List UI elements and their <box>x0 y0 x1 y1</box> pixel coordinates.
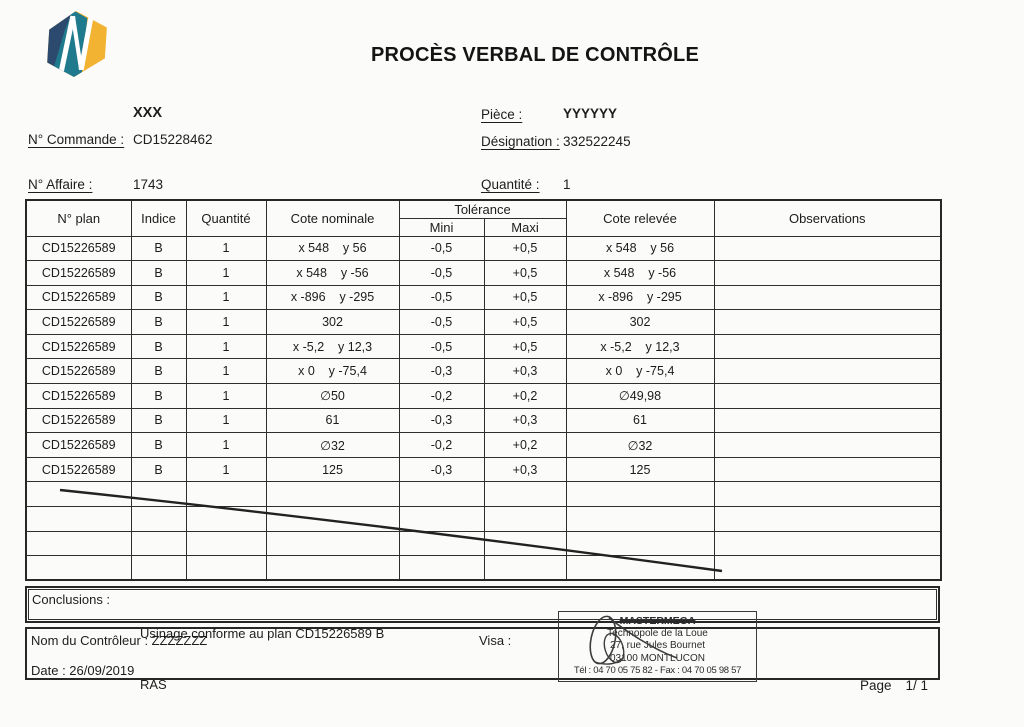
table-cell-indice: B <box>131 310 186 335</box>
table-cell-observations <box>714 507 941 532</box>
header-tolerance: Tolérance <box>399 200 566 218</box>
table-cell-n-plan: CD15226589 <box>26 433 131 458</box>
table-cell-indice: B <box>131 433 186 458</box>
table-row <box>26 433 941 458</box>
table-cell-observations <box>714 433 941 458</box>
header-mini: Mini <box>399 218 484 236</box>
table-cell-tolerance-mini: -0,5 <box>399 236 484 261</box>
table-cell-observations <box>714 531 941 556</box>
stamp-address-2: 27, rue Jules Bournet <box>609 640 706 651</box>
page-number-label: Page <box>860 678 892 693</box>
table-cell-quantite: 1 <box>186 261 266 286</box>
table-cell-cote-nominale: 61 <box>266 408 399 433</box>
table-cell-indice: B <box>131 334 186 359</box>
table-cell-observations <box>714 310 941 335</box>
stamp-address-3: 03100 MONTLUCON <box>609 652 706 664</box>
table-cell-indice: B <box>131 236 186 261</box>
table-row <box>26 359 941 384</box>
table-cell-n-plan: CD15226589 <box>26 384 131 409</box>
table-cell-n-plan: CD15226589 <box>26 261 131 286</box>
table-row <box>26 334 941 359</box>
table-cell-cote-relevee: ∅49,98 <box>566 384 714 409</box>
table-cell-n-plan: CD15226589 <box>26 334 131 359</box>
table-cell-tolerance-maxi <box>484 507 566 532</box>
table-cell-tolerance-maxi: +0,5 <box>484 285 566 310</box>
table-cell-tolerance-maxi: +0,5 <box>484 261 566 286</box>
table-cell-quantite <box>186 507 266 532</box>
header-quantite: Quantité <box>186 200 266 236</box>
designation-value: 332522245 <box>563 134 631 149</box>
table-cell-tolerance-mini: -0,3 <box>399 408 484 433</box>
table-cell-cote-nominale <box>266 482 399 507</box>
table-cell-quantite: 1 <box>186 334 266 359</box>
commande-value: CD15228462 <box>133 132 213 147</box>
table-cell-observations <box>714 408 941 433</box>
piece-value: YYYYYY <box>563 106 618 121</box>
header-cote-nominale: Cote nominale <box>266 200 399 236</box>
table-cell-cote-nominale <box>266 531 399 556</box>
table-cell-tolerance-mini: -0,3 <box>399 457 484 482</box>
designation-label: Désignation : <box>481 134 560 149</box>
table-cell-tolerance-maxi: +0,2 <box>484 384 566 409</box>
table-cell-tolerance-mini: -0,5 <box>399 285 484 310</box>
table-cell-tolerance-mini <box>399 531 484 556</box>
table-cell-quantite: 1 <box>186 408 266 433</box>
table-cell-observations <box>714 457 941 482</box>
table-cell-observations <box>714 261 941 286</box>
table-cell-indice: B <box>131 384 186 409</box>
table-cell-cote-nominale: ∅50 <box>266 384 399 409</box>
table-cell-cote-nominale: x -5,2 y 12,3 <box>266 334 399 359</box>
table-cell-tolerance-mini: -0,5 <box>399 310 484 335</box>
table-body <box>26 236 941 580</box>
company-logo <box>38 10 114 78</box>
table-row <box>26 310 941 335</box>
table-cell-n-plan: CD15226589 <box>26 359 131 384</box>
customer-name: XXX <box>133 105 163 121</box>
table-cell-indice <box>131 482 186 507</box>
table-cell-tolerance-maxi: +0,5 <box>484 236 566 261</box>
affaire-value: 1743 <box>133 177 164 192</box>
table-cell-tolerance-maxi: +0,5 <box>484 334 566 359</box>
table-cell-tolerance-maxi: +0,3 <box>484 359 566 384</box>
table-cell-indice <box>131 531 186 556</box>
table-cell-quantite: 1 <box>186 285 266 310</box>
table-cell-quantite: 1 <box>186 433 266 458</box>
table-cell-cote-relevee: 125 <box>566 457 714 482</box>
table-cell-cote-relevee: x 548 y 56 <box>566 236 714 261</box>
table-cell-cote-nominale <box>266 507 399 532</box>
table-cell-indice: B <box>131 359 186 384</box>
table-cell-n-plan <box>26 482 131 507</box>
table-cell-tolerance-mini <box>399 482 484 507</box>
table-cell-indice: B <box>131 261 186 286</box>
table-row <box>26 408 941 433</box>
table-row <box>26 384 941 409</box>
table-cell-cote-nominale: x -896 y -295 <box>266 285 399 310</box>
table-cell-observations <box>714 556 941 581</box>
quantite-label: Quantité : <box>481 177 540 192</box>
table-cell-observations <box>714 359 941 384</box>
table-cell-quantite: 1 <box>186 310 266 335</box>
table-cell-cote-nominale: x 0 y -75,4 <box>266 359 399 384</box>
table-cell-quantite <box>186 531 266 556</box>
table-cell-cote-relevee: ∅32 <box>566 433 714 458</box>
table-row <box>26 261 941 286</box>
table-cell-cote-nominale: ∅32 <box>266 433 399 458</box>
table-cell-cote-relevee: 302 <box>566 310 714 335</box>
table-cell-tolerance-mini: -0,2 <box>399 433 484 458</box>
table-row <box>26 507 941 532</box>
conclusions-line-1: Usinage conforme au plan CD15226589 B <box>140 626 385 641</box>
table-cell-quantite: 1 <box>186 457 266 482</box>
table-cell-cote-relevee: x -5,2 y 12,3 <box>566 334 714 359</box>
table-cell-tolerance-maxi: +0,2 <box>484 433 566 458</box>
table-cell-indice: B <box>131 408 186 433</box>
piece-label: Pièce : <box>481 107 523 122</box>
table-cell-observations <box>714 482 941 507</box>
table-cell-cote-relevee: 61 <box>566 408 714 433</box>
table-cell-indice: B <box>131 285 186 310</box>
header-cote-relevee: Cote relevée <box>566 200 714 236</box>
table-cell-tolerance-mini: -0,5 <box>399 334 484 359</box>
table-cell-tolerance-maxi: +0,3 <box>484 457 566 482</box>
company-stamp <box>558 611 757 682</box>
header-observations: Observations <box>714 200 941 236</box>
visa-label: Visa : <box>479 633 512 648</box>
table-cell-tolerance-maxi <box>484 531 566 556</box>
table-row <box>26 457 941 482</box>
table-cell-quantite <box>186 482 266 507</box>
table-cell-tolerance-mini: -0,2 <box>399 384 484 409</box>
table-cell-observations <box>714 285 941 310</box>
table-cell-cote-relevee: x 0 y -75,4 <box>566 359 714 384</box>
table-cell-indice: B <box>131 457 186 482</box>
table-cell-cote-relevee <box>566 482 714 507</box>
table-cell-observations <box>714 236 941 261</box>
table-cell-indice <box>131 507 186 532</box>
signoff-box <box>25 627 940 680</box>
table-cell-tolerance-maxi: +0,5 <box>484 310 566 335</box>
table-cell-cote-nominale: x 548 y 56 <box>266 236 399 261</box>
table-cell-cote-nominale <box>266 556 399 581</box>
page-number <box>860 678 942 693</box>
controleur-name: Nom du Contrôleur : ZZZZZZZ <box>31 633 208 648</box>
table-cell-observations <box>714 334 941 359</box>
table-cell-tolerance-mini <box>399 507 484 532</box>
table-cell-tolerance-maxi <box>484 482 566 507</box>
header-indice: Indice <box>131 200 186 236</box>
table-row <box>26 285 941 310</box>
table-cell-cote-relevee <box>566 507 714 532</box>
conclusions-line-2: RAS <box>140 677 167 692</box>
table-cell-cote-relevee <box>566 531 714 556</box>
table-cell-tolerance-mini <box>399 556 484 581</box>
header-maxi: Maxi <box>484 218 566 236</box>
table-cell-n-plan: CD15226589 <box>26 310 131 335</box>
conclusions-label: Conclusions : <box>32 592 111 607</box>
table-cell-quantite: 1 <box>186 359 266 384</box>
table-cell-observations <box>714 384 941 409</box>
table-cell-cote-relevee <box>566 556 714 581</box>
table-row <box>26 236 941 261</box>
table-cell-cote-relevee: x -896 y -295 <box>566 285 714 310</box>
stamp-telephone: Tél : 04 70 05 75 82 - Fax : 04 70 05 98 57 <box>573 665 742 676</box>
table-row <box>26 531 941 556</box>
table-header <box>26 200 941 236</box>
page-title: PROCÈS VERBAL DE CONTRÔLE <box>371 44 699 66</box>
control-table <box>25 199 942 581</box>
table-cell-tolerance-mini: -0,3 <box>399 359 484 384</box>
table-cell-n-plan: CD15226589 <box>26 236 131 261</box>
table-cell-cote-nominale: x 548 y -56 <box>266 261 399 286</box>
table-cell-cote-nominale: 302 <box>266 310 399 335</box>
page-number-value: 1/ 1 <box>905 678 929 693</box>
stamp-company-name: MASTERMEGA <box>619 615 696 627</box>
table-cell-indice <box>131 556 186 581</box>
table-cell-n-plan: CD15226589 <box>26 408 131 433</box>
header-n-plan: N° plan <box>26 200 131 236</box>
table-cell-quantite <box>186 556 266 581</box>
table-cell-n-plan: CD15226589 <box>26 285 131 310</box>
affaire-label: N° Affaire : <box>28 177 93 192</box>
table-cell-quantite: 1 <box>186 236 266 261</box>
table-cell-n-plan: CD15226589 <box>26 457 131 482</box>
stamp-address-1: Technopole de la Loue <box>607 627 708 639</box>
table-row <box>26 556 941 581</box>
table-cell-tolerance-maxi <box>484 556 566 581</box>
table-cell-quantite: 1 <box>186 384 266 409</box>
table-cell-tolerance-mini: -0,5 <box>399 261 484 286</box>
date-field: Date : 26/09/2019 <box>31 663 135 678</box>
table-cell-n-plan <box>26 531 131 556</box>
quantite-value: 1 <box>563 177 571 192</box>
commande-label: N° Commande : <box>28 132 125 147</box>
table-cell-n-plan <box>26 507 131 532</box>
table-cell-cote-nominale: 125 <box>266 457 399 482</box>
table-cell-n-plan <box>26 556 131 581</box>
table-cell-tolerance-maxi: +0,3 <box>484 408 566 433</box>
table-cell-cote-relevee: x 548 y -56 <box>566 261 714 286</box>
table-row <box>26 482 941 507</box>
